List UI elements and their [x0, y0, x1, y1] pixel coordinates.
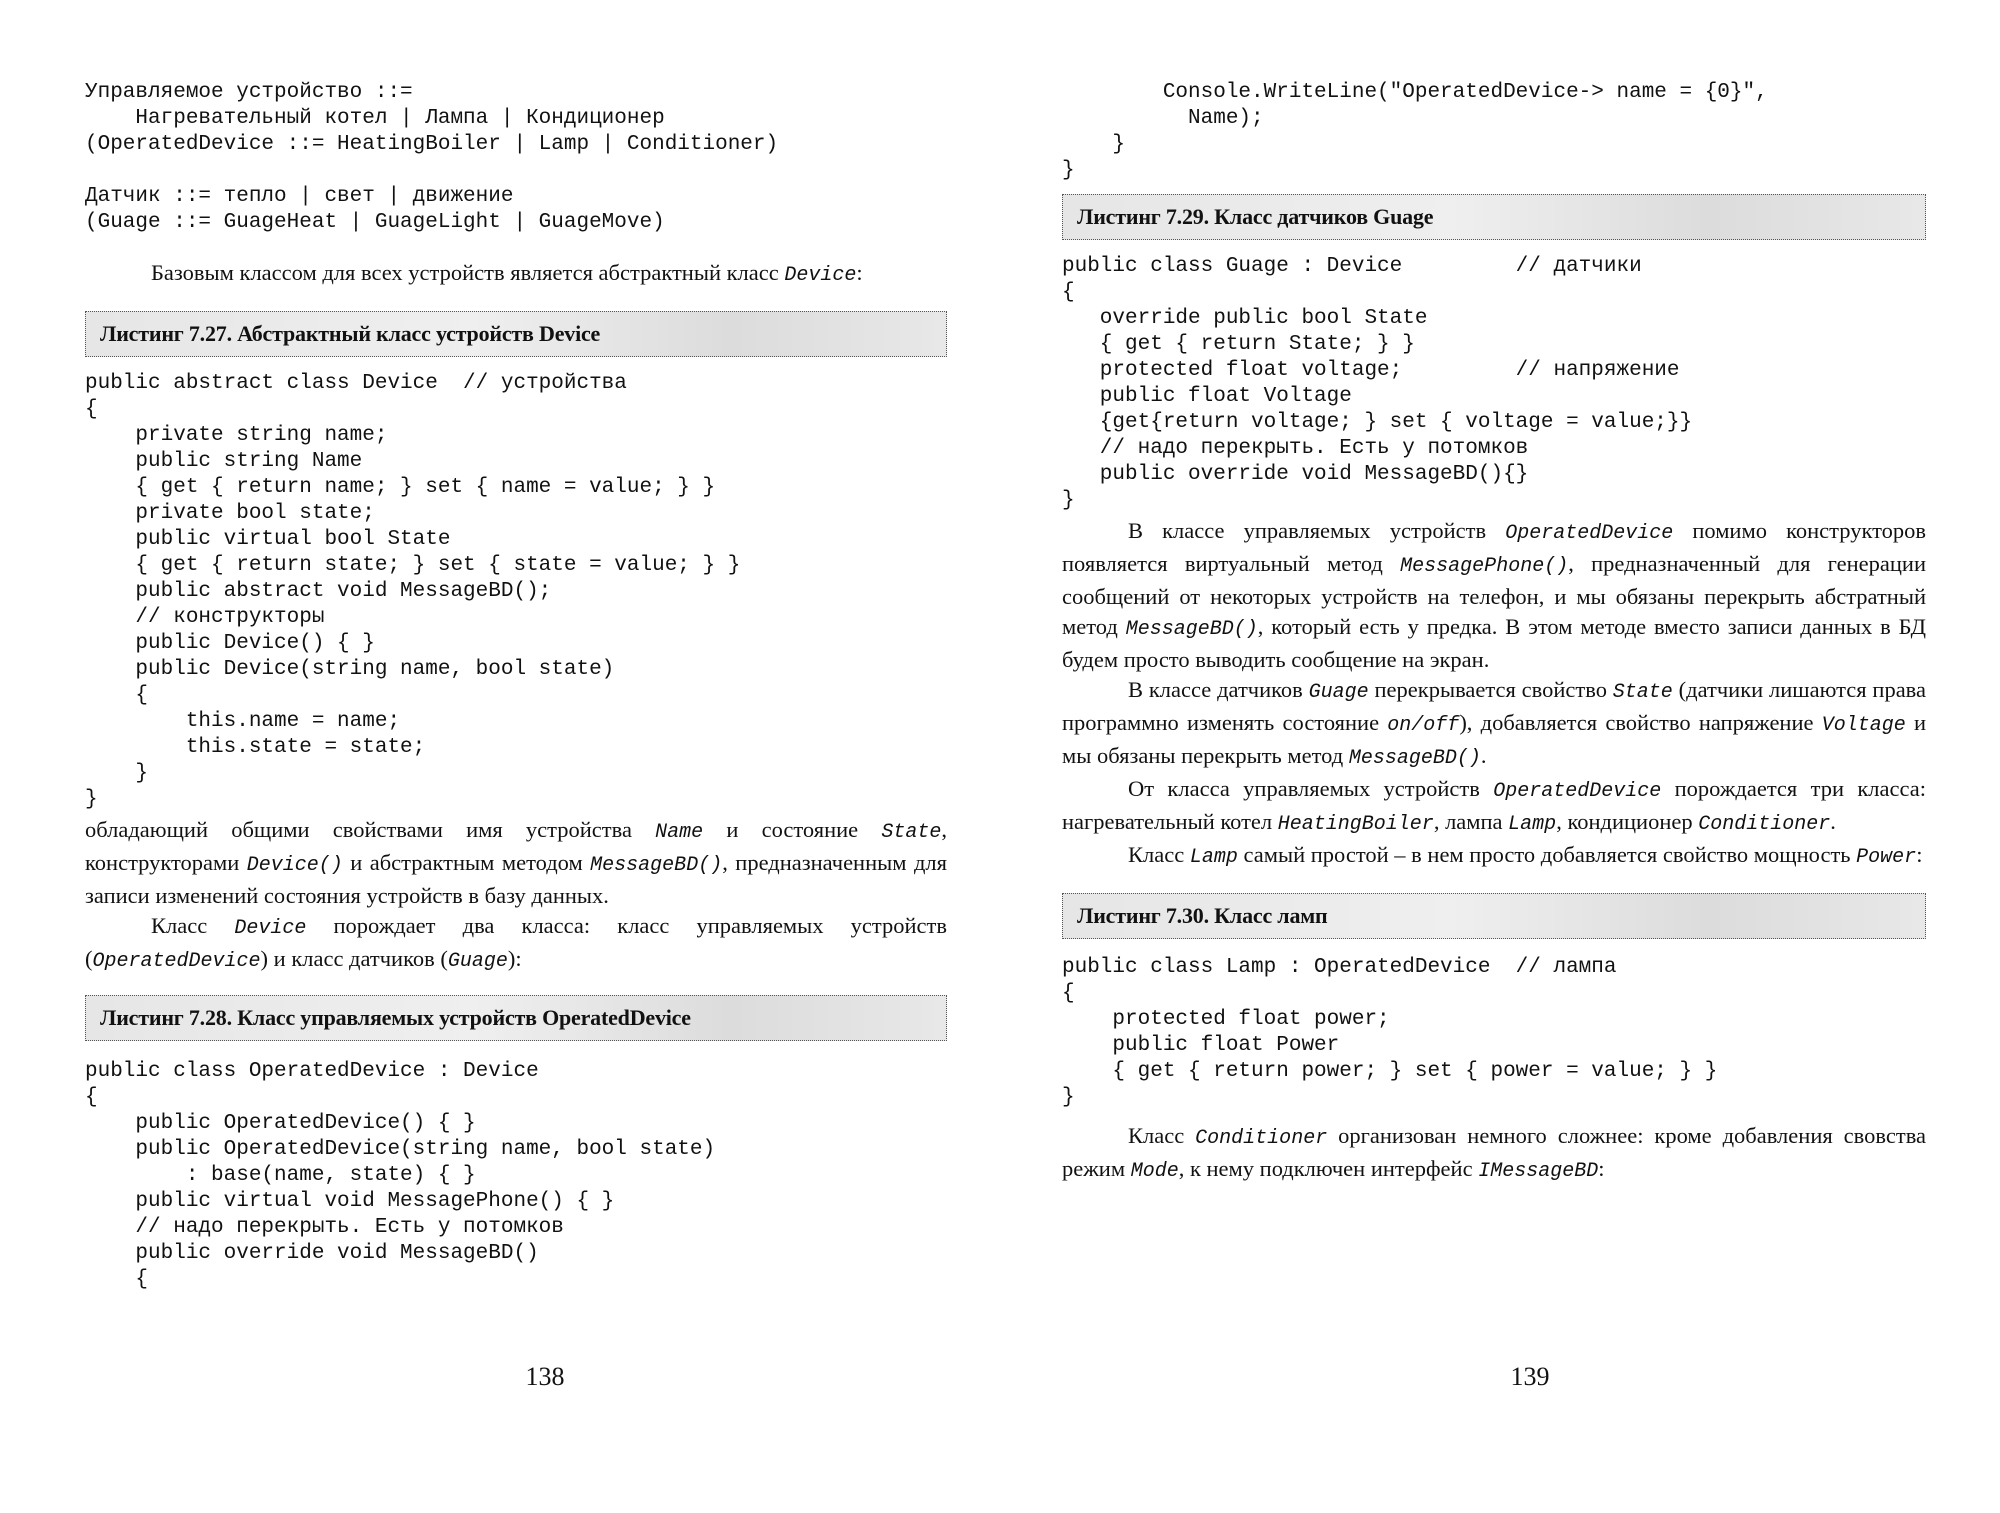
- text-run: порождается три класса: нагревательный котел: [1062, 776, 1926, 834]
- text-run: , предназначенным для записи изменений состояния устройств в базу данных.: [85, 850, 947, 908]
- paragraph-conditioner: [1062, 1121, 1926, 1187]
- text-run: От класса управляемых устройств: [1128, 776, 1494, 801]
- listing-7-28-title: Листинг 7.28. Класс управляемых устройств OperatedDevice: [100, 1005, 691, 1030]
- text-run: обладающий общими свойствами имя устройства: [85, 817, 656, 842]
- intro-text: Базовым классом для всех устройств является абстрактный класс: [151, 260, 779, 285]
- code-listing-7-30: public class Lamp : OperatedDevice // лампа { protected float power; public float Power { get { return power; } set { power = value; } } }: [1062, 956, 1718, 1109]
- inline-code: on/off: [1387, 714, 1460, 737]
- left-page: [85, 80, 947, 1293]
- inline-code: HeatingBoiler: [1277, 813, 1434, 836]
- listing-7-30-header: [1062, 893, 1926, 939]
- listing-7-27-header: [85, 311, 947, 357]
- inline-code: OperatedDevice: [92, 950, 261, 973]
- inline-code: MessagePhone(): [1400, 555, 1569, 578]
- text-run: организован немного сложнее: кроме добавления свовства режим: [1062, 1123, 1927, 1181]
- text-run: ):: [507, 946, 522, 971]
- text-run: Класс: [1128, 842, 1190, 867]
- code-listing-7-29: public class Guage : Device // датчики { override public bool State { get { return State; } } protected float voltage; // напряжение public float Voltage {get{return voltage; } set { voltage = value;}} // надо перекрыть. Есть у потомков public override void MessageBD(){} }: [1062, 255, 1693, 512]
- inline-code: OperatedDevice: [1505, 522, 1674, 545]
- text-run: ), добавляется свойство напряжение: [1459, 710, 1822, 735]
- text-run: .: [1480, 743, 1487, 768]
- text-run: и абстрактным методом: [342, 850, 591, 875]
- text-run: помимо конструкторов появляется виртуальный метод: [1062, 518, 1926, 576]
- text-run: , который есть у предка. В этом методе вместо записи данных в БД будем просто выводить сообщение на экран.: [1062, 614, 1927, 672]
- inline-code: State: [1612, 681, 1673, 704]
- paragraph-operated-device: [1062, 516, 1926, 675]
- code-listing-7-28: public class OperatedDevice : Device { public OperatedDevice() { } public OperatedDevice(string name, bool state) : base(name, state) { } public virtual void MessagePhone() { } // надо перекрыть. Есть у потомков public override void MessageBD() {: [85, 1060, 716, 1291]
- paragraph-three-classes: [1062, 774, 1926, 840]
- text-run: ) и класс датчиков (: [260, 946, 448, 971]
- text-run: , кондиционер: [1556, 809, 1699, 834]
- text-run: В классе управляемых устройств: [1128, 518, 1506, 543]
- text-run: и мы обязаны перекрыть метод: [1062, 710, 1926, 768]
- text-run: и состояние: [703, 817, 882, 842]
- inline-code: Mode: [1130, 1160, 1179, 1183]
- inline-code: Guage: [447, 950, 508, 973]
- text-run: , лампа: [1433, 809, 1509, 834]
- intro-colon: :: [856, 260, 863, 285]
- text-run: :: [1916, 842, 1923, 867]
- inline-code: OperatedDevice: [1493, 780, 1662, 803]
- inline-code: Conditioner: [1195, 1127, 1328, 1150]
- text-run: самый простой – в нем просто добавляется свойство мощность: [1237, 842, 1857, 867]
- right-page: [1062, 80, 1926, 1187]
- inline-code: State: [881, 821, 942, 844]
- listing-7-29-header: [1062, 194, 1926, 240]
- code-listing-7-27: public abstract class Device // устройства { private string name; public string Name { get { return name; } set { name = value; } } private bool state; public virtual bool State { get { return state; } set { state = value; } } public abstract void MessageBD(); // конструкторы public Device() { } public Device(string name, bool state) { this.name = name; this.state = state; } }: [85, 372, 741, 811]
- inline-code: MessageBD(): [590, 854, 723, 877]
- page-number-left: 138: [525, 1362, 565, 1391]
- listing-7-29-title: Листинг 7.29. Класс датчиков Guage: [1077, 204, 1434, 229]
- inline-code: Lamp: [1189, 846, 1238, 869]
- text-run: (датчики лишаются права программно изменять состояние: [1062, 677, 1926, 735]
- inline-code: Device(): [246, 854, 343, 877]
- listing-7-30-title: Листинг 7.30. Класс ламп: [1077, 903, 1328, 928]
- paragraph-device-subclasses: [85, 911, 947, 977]
- text-run: .: [1830, 809, 1836, 834]
- inline-code: Name: [655, 821, 704, 844]
- grammar-block: Управляемое устройство ::= Нагревательный котел | Лампа | Кондиционер (OperatedDevice ::= HeatingBoiler | Lamp | Conditioner) Датчик ::= тепло | свет | движение (Guage ::= GuageHeat | GuageLight | GuageMove): [85, 81, 779, 234]
- text-run: Класс: [1128, 1123, 1196, 1148]
- text-run: , к нему подключен интерфейс: [1178, 1156, 1479, 1181]
- text-run: , конструкторами: [85, 817, 947, 875]
- paragraph-device-properties: [85, 815, 947, 911]
- inline-code: Guage: [1308, 681, 1369, 704]
- inline-code: Power: [1856, 846, 1917, 869]
- intro-paragraph: [85, 258, 947, 291]
- inline-code: MessageBD(): [1125, 618, 1258, 641]
- inline-code: Device: [234, 917, 307, 940]
- inline-code: IMessageBD: [1478, 1160, 1599, 1183]
- code-listing-7-28-continued: Console.WriteLine("OperatedDevice-> name = {0}", Name); } }: [1062, 81, 1768, 182]
- text-run: перекрывается свойство: [1368, 677, 1613, 702]
- page-number-right: 139: [1510, 1362, 1550, 1391]
- inline-code: MessageBD(): [1348, 747, 1481, 770]
- text-run: В классе датчиков: [1128, 677, 1309, 702]
- text-run: , предназначенный для генерации сообщений от некоторых устройств на телефон, и мы обязаны перекрыть абстратный метод: [1062, 551, 1926, 639]
- paragraph-guage: [1062, 675, 1926, 774]
- intro-code: Device: [784, 264, 857, 287]
- text-run: порождает два класса: класс управляемых устройств (: [85, 913, 947, 971]
- text-run: :: [1598, 1156, 1605, 1181]
- text-run: Класс: [151, 913, 235, 938]
- inline-code: Conditioner: [1698, 813, 1831, 836]
- paragraph-lamp: [1062, 840, 1926, 873]
- inline-code: Lamp: [1508, 813, 1557, 836]
- inline-code: Voltage: [1821, 714, 1906, 737]
- listing-7-28-header: [85, 995, 947, 1041]
- listing-7-27-title: Листинг 7.27. Абстрактный класс устройств Device: [100, 321, 601, 346]
